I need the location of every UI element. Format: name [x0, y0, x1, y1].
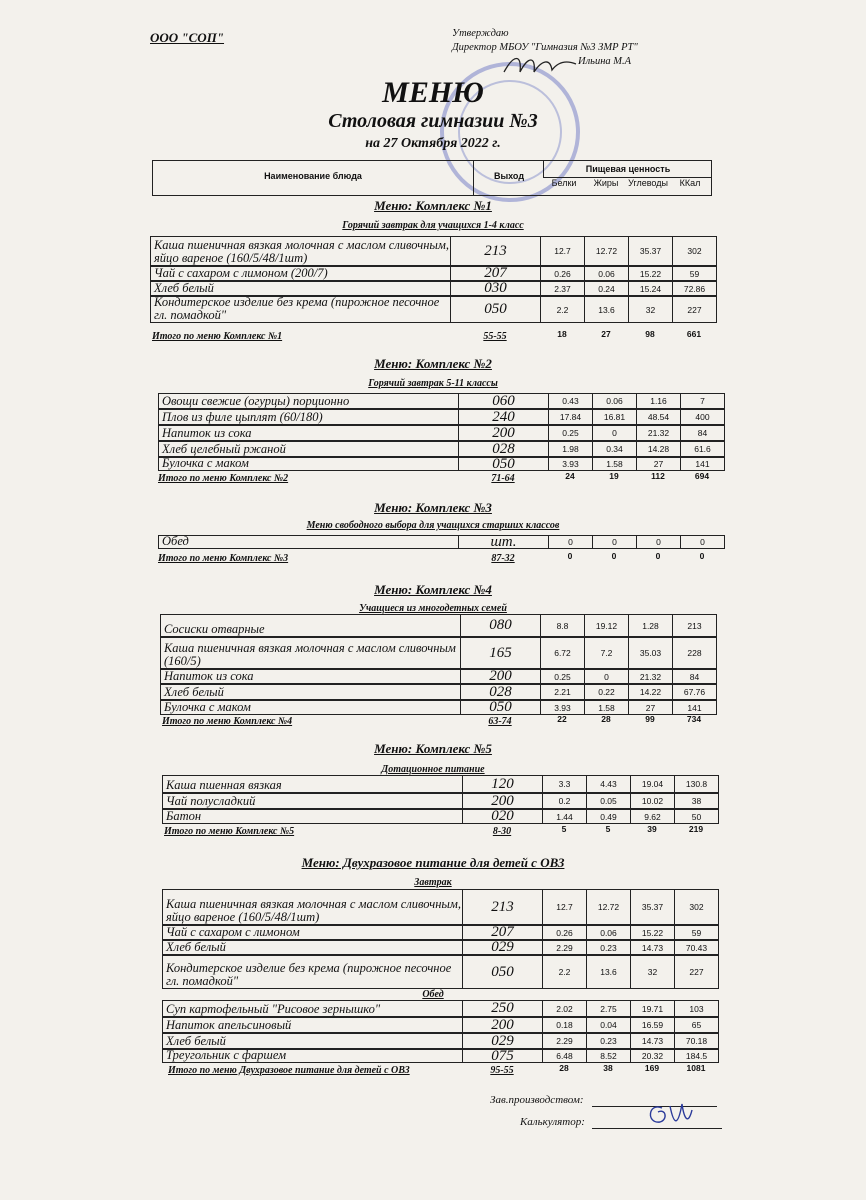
total-protein: 28 — [559, 1063, 569, 1073]
table-row — [162, 1049, 718, 1063]
table-row — [158, 535, 724, 549]
dish-name: Булочка с маком — [158, 457, 459, 471]
total-fat: 27 — [601, 329, 611, 339]
header-yield: Выход — [493, 171, 525, 181]
dish-kcal: 103 — [674, 1000, 719, 1017]
total-fat: 0 — [611, 551, 617, 561]
dish-fat: 0.06 — [586, 925, 631, 940]
table-row — [150, 266, 716, 281]
dish-name: Каша пшенная вязкая — [162, 775, 463, 793]
dish-name: Каша пшеничная вязкая молочная с маслом сливочным, яйцо вареное (160/5/48/1шт) — [162, 889, 463, 925]
table-row — [150, 281, 716, 296]
dish-fat: 0 — [584, 669, 629, 684]
dish-protein: 2.02 — [542, 1000, 587, 1017]
table-row — [158, 441, 724, 457]
dish-name: Кондитерское изделие без крема (пирожное песочное гл. помадкой" — [162, 955, 463, 989]
dish-fat: 13.6 — [584, 296, 629, 323]
table-row — [162, 940, 718, 955]
document-title: МЕНЮ — [382, 76, 484, 109]
dish-name: Суп картофельный "Рисовое зернышко" — [162, 1000, 463, 1017]
section-title: Меню: Комплекс №5 — [374, 741, 492, 756]
dish-name: Хлеб белый — [150, 281, 451, 296]
dish-name: Чай с сахаром с лимоном — [162, 925, 463, 940]
section-title: Меню: Двухразовое питание для детей с ОВЗ — [301, 855, 565, 870]
dish-fat: 8.52 — [586, 1049, 631, 1063]
dish-protein: 0.26 — [542, 925, 587, 940]
dish-protein: 2.37 — [540, 281, 585, 296]
dish-kcal: 50 — [674, 809, 719, 824]
dish-name: Хлеб белый — [160, 684, 461, 700]
dish-kcal: 70.43 — [674, 940, 719, 955]
table-row — [162, 809, 718, 824]
dish-yield: 050 — [460, 700, 541, 715]
section-subtitle: Обед — [422, 989, 444, 1000]
dish-yield: 120 — [462, 775, 543, 793]
dish-carbs: 9.62 — [630, 809, 675, 824]
dish-carbs: 19.04 — [630, 775, 675, 793]
calculator-label: Калькулятор: — [520, 1116, 585, 1128]
dish-fat: 0.34 — [592, 441, 637, 457]
dish-name: Треугольник с фаршем — [162, 1049, 463, 1063]
dish-yield: шт. — [458, 535, 549, 549]
dish-fat: 0.49 — [586, 809, 631, 824]
dish-name: Напиток апельсиновый — [162, 1017, 463, 1033]
total-yield: 55-55 — [483, 331, 507, 342]
dish-protein: 3.93 — [548, 457, 593, 471]
approve-label: Утверждаю — [452, 28, 509, 39]
dish-fat: 0.04 — [586, 1017, 631, 1033]
dish-protein: 6.72 — [540, 637, 585, 669]
dish-kcal: 61.6 — [680, 441, 725, 457]
production-label: Зав.производством: — [490, 1094, 584, 1106]
total-carbs: 98 — [645, 329, 655, 339]
dish-protein: 12.7 — [542, 889, 587, 925]
dish-kcal: 38 — [674, 793, 719, 809]
table-row — [150, 296, 716, 323]
dish-kcal: 141 — [680, 457, 725, 471]
dish-name: Плов из филе цыплят (60/180) — [158, 409, 459, 425]
header-protein: Белки — [551, 178, 577, 188]
dish-yield: 028 — [460, 684, 541, 700]
dish-kcal: 141 — [672, 700, 717, 715]
dish-protein: 3.3 — [542, 775, 587, 793]
dish-protein: 1.44 — [542, 809, 587, 824]
dish-yield: 050 — [458, 457, 549, 471]
total-kcal: 1081 — [686, 1063, 706, 1073]
dish-yield: 165 — [460, 637, 541, 669]
dish-carbs: 15.22 — [630, 925, 675, 940]
dish-name: Напиток из сока — [158, 425, 459, 441]
table-row — [158, 425, 724, 441]
section-subtitle: Завтрак — [414, 877, 452, 888]
dish-protein: 2.29 — [542, 1033, 587, 1049]
dish-fat: 0.06 — [584, 266, 629, 281]
dish-carbs: 35.37 — [628, 236, 673, 266]
dish-name: Чай с сахаром с лимоном (200/7) — [150, 266, 451, 281]
total-label: Итого по меню Двухразовое питание для детей с ОВЗ — [168, 1065, 410, 1076]
dish-protein: 17.84 — [548, 409, 593, 425]
table-row — [160, 669, 716, 684]
section-title: Меню: Комплекс №2 — [374, 356, 492, 371]
total-yield: 95-55 — [490, 1065, 514, 1076]
dish-protein: 0.18 — [542, 1017, 587, 1033]
dish-kcal: 0 — [680, 535, 725, 549]
dish-fat: 4.43 — [586, 775, 631, 793]
dish-kcal: 130.8 — [674, 775, 719, 793]
dish-name: Овощи свежие (огурцы) порционно — [158, 393, 459, 409]
dish-fat: 0.06 — [592, 393, 637, 409]
section-subtitle: Учащиеся из многодетных семей — [359, 603, 507, 614]
dish-carbs: 27 — [636, 457, 681, 471]
dish-name: Каша пшеничная вязкая молочная с маслом сливочным, яйцо вареное (160/5/48/1шт) — [150, 236, 451, 266]
dish-kcal: 84 — [672, 669, 717, 684]
dish-carbs: 14.73 — [630, 940, 675, 955]
section-subtitle: Дотационное питание — [381, 764, 485, 775]
dish-protein: 0 — [548, 535, 593, 549]
table-row — [160, 637, 716, 669]
total-label: Итого по меню Комплекс №4 — [162, 716, 293, 727]
dish-name: Хлеб белый — [162, 940, 463, 955]
dish-protein: 1.98 — [548, 441, 593, 457]
dish-yield: 075 — [462, 1049, 543, 1063]
dish-fat: 1.58 — [584, 700, 629, 715]
dish-fat: 12.72 — [586, 889, 631, 925]
dish-carbs: 0 — [636, 535, 681, 549]
dish-yield: 020 — [462, 809, 543, 824]
header-fat: Жиры — [593, 178, 619, 188]
dish-carbs: 27 — [628, 700, 673, 715]
dish-kcal: 72.86 — [672, 281, 717, 296]
dish-kcal: 70.18 — [674, 1033, 719, 1049]
dish-protein: 3.93 — [540, 700, 585, 715]
dish-carbs: 16.59 — [630, 1017, 675, 1033]
dish-carbs: 1.28 — [628, 614, 673, 637]
dish-carbs: 10.02 — [630, 793, 675, 809]
dish-protein: 0.25 — [548, 425, 593, 441]
dish-fat: 0.23 — [586, 940, 631, 955]
dish-yield: 207 — [450, 266, 541, 281]
dish-kcal: 302 — [672, 236, 717, 266]
section-title: Меню: Комплекс №4 — [374, 582, 492, 597]
dish-carbs: 14.22 — [628, 684, 673, 700]
total-carbs: 99 — [645, 714, 655, 724]
table-row — [158, 457, 724, 471]
total-kcal: 734 — [686, 714, 702, 724]
dish-protein: 0.25 — [540, 669, 585, 684]
dish-carbs: 32 — [628, 296, 673, 323]
total-protein: 0 — [567, 551, 573, 561]
dish-kcal: 59 — [672, 266, 717, 281]
dish-yield: 250 — [462, 1000, 543, 1017]
dish-protein: 12.7 — [540, 236, 585, 266]
total-kcal: 219 — [688, 824, 704, 834]
dish-name: Сосиски отварные — [160, 614, 461, 637]
table-row — [162, 793, 718, 809]
total-fat: 5 — [605, 824, 611, 834]
table-row — [160, 684, 716, 700]
dish-yield: 213 — [450, 236, 541, 266]
header-name: Наименование блюда — [264, 171, 362, 181]
dish-kcal: 59 — [674, 925, 719, 940]
total-yield: 71-64 — [491, 473, 515, 484]
dish-fat: 2.75 — [586, 1000, 631, 1017]
total-label: Итого по меню Комплекс №3 — [158, 553, 289, 564]
dish-name: Хлеб целебный ржаной — [158, 441, 459, 457]
total-label: Итого по меню Комплекс №2 — [158, 473, 289, 484]
dish-yield: 213 — [462, 889, 543, 925]
total-yield: 63-74 — [488, 716, 512, 727]
dish-yield: 029 — [462, 1033, 543, 1049]
dish-yield: 080 — [460, 614, 541, 637]
dish-kcal: 84 — [680, 425, 725, 441]
dish-name: Напиток из сока — [160, 669, 461, 684]
dish-name: Булочка с маком — [160, 700, 461, 715]
dish-carbs: 15.24 — [628, 281, 673, 296]
dish-kcal: 228 — [672, 637, 717, 669]
document-date: на 27 Октября 2022 г. — [365, 136, 501, 151]
dish-yield: 200 — [460, 669, 541, 684]
dish-carbs: 35.03 — [628, 637, 673, 669]
dish-name: Каша пшеничная вязкая молочная с маслом сливочным (160/5) — [160, 637, 461, 669]
calculator-signature-icon — [640, 1098, 700, 1132]
dish-fat: 0 — [592, 535, 637, 549]
dish-yield: 200 — [462, 1017, 543, 1033]
dish-kcal: 65 — [674, 1017, 719, 1033]
dish-protein: 2.2 — [542, 955, 587, 989]
dish-kcal: 227 — [672, 296, 717, 323]
total-yield: 87-32 — [491, 553, 515, 564]
dish-fat: 1.58 — [592, 457, 637, 471]
table-row — [162, 1017, 718, 1033]
dish-fat: 0.22 — [584, 684, 629, 700]
total-carbs: 0 — [655, 551, 661, 561]
dish-name: Батон — [162, 809, 463, 824]
dish-protein: 8.8 — [540, 614, 585, 637]
dish-protein: 0.43 — [548, 393, 593, 409]
total-protein: 22 — [557, 714, 567, 724]
company-name: ООО "СОП" — [150, 30, 225, 45]
dish-protein: 0.2 — [542, 793, 587, 809]
total-fat: 19 — [609, 471, 619, 481]
dish-carbs: 20.32 — [630, 1049, 675, 1063]
total-kcal: 661 — [686, 329, 702, 339]
dish-carbs: 48.54 — [636, 409, 681, 425]
dish-kcal: 213 — [672, 614, 717, 637]
dish-carbs: 1.16 — [636, 393, 681, 409]
total-label: Итого по меню Комплекс №5 — [164, 826, 295, 837]
table-row — [158, 409, 724, 425]
table-row — [162, 1000, 718, 1017]
total-fat: 28 — [601, 714, 611, 724]
dish-kcal: 227 — [674, 955, 719, 989]
section-title: Меню: Комплекс №3 — [374, 500, 492, 515]
dish-name: Хлеб белый — [162, 1033, 463, 1049]
total-label: Итого по меню Комплекс №1 — [152, 331, 283, 342]
dish-fat: 19.12 — [584, 614, 629, 637]
dish-protein: 0.26 — [540, 266, 585, 281]
header-kcal: ККал — [679, 178, 701, 188]
dish-protein: 6.48 — [542, 1049, 587, 1063]
dish-name: Чай полусладкий — [162, 793, 463, 809]
dish-carbs: 19.71 — [630, 1000, 675, 1017]
total-fat: 38 — [603, 1063, 613, 1073]
dish-fat: 13.6 — [586, 955, 631, 989]
dish-kcal: 67.76 — [672, 684, 717, 700]
table-row — [150, 236, 716, 266]
dish-yield: 200 — [458, 425, 549, 441]
table-row — [162, 925, 718, 940]
approve-name: Ильина М.А — [578, 56, 632, 67]
dish-fat: 7.2 — [584, 637, 629, 669]
dish-carbs: 14.28 — [636, 441, 681, 457]
dish-yield: 050 — [450, 296, 541, 323]
dish-yield: 200 — [462, 793, 543, 809]
approve-director: Директор МБОУ "Гимназия №3 ЗМР РТ" — [452, 42, 638, 53]
total-carbs: 112 — [651, 471, 665, 481]
dish-kcal: 302 — [674, 889, 719, 925]
dish-name: Обед — [158, 535, 459, 549]
dish-carbs: 15.22 — [628, 266, 673, 281]
table-row — [162, 775, 718, 793]
total-protein: 24 — [565, 471, 575, 481]
section-subtitle: Горячий завтрак для учащихся 1-4 класс — [342, 220, 524, 231]
dish-fat: 16.81 — [592, 409, 637, 425]
dish-kcal: 7 — [680, 393, 725, 409]
dish-carbs: 35.37 — [630, 889, 675, 925]
dish-carbs: 21.32 — [636, 425, 681, 441]
dish-fat: 0 — [592, 425, 637, 441]
dish-kcal: 400 — [680, 409, 725, 425]
dish-kcal: 184.5 — [674, 1049, 719, 1063]
dish-yield: 240 — [458, 409, 549, 425]
dish-yield: 207 — [462, 925, 543, 940]
section-title: Меню: Комплекс №1 — [374, 198, 492, 213]
table-row — [162, 1033, 718, 1049]
total-yield: 8-30 — [492, 826, 512, 837]
dish-yield: 060 — [458, 393, 549, 409]
total-protein: 18 — [557, 329, 567, 339]
total-carbs: 169 — [644, 1063, 660, 1073]
header-nutrition: Пищевая ценность — [543, 161, 712, 178]
table-header — [152, 160, 712, 196]
total-kcal: 694 — [694, 471, 710, 481]
dish-yield: 029 — [462, 940, 543, 955]
table-row — [160, 614, 716, 637]
total-kcal: 0 — [699, 551, 705, 561]
table-row — [160, 700, 716, 715]
table-row — [162, 889, 718, 925]
dish-fat: 0.23 — [586, 1033, 631, 1049]
dish-yield: 030 — [450, 281, 541, 296]
dish-protein: 2.29 — [542, 940, 587, 955]
section-subtitle: Горячий завтрак 5-11 классы — [368, 378, 498, 389]
dish-protein: 2.21 — [540, 684, 585, 700]
dish-yield: 028 — [458, 441, 549, 457]
dish-fat: 12.72 — [584, 236, 629, 266]
header-carbs: Углеводы — [628, 178, 668, 188]
dish-fat: 0.24 — [584, 281, 629, 296]
dish-fat: 0.05 — [586, 793, 631, 809]
total-protein: 5 — [561, 824, 567, 834]
dish-carbs: 32 — [630, 955, 675, 989]
total-carbs: 39 — [647, 824, 657, 834]
table-row — [162, 955, 718, 989]
dish-carbs: 21.32 — [628, 669, 673, 684]
dish-yield: 050 — [462, 955, 543, 989]
section-subtitle: Меню свободного выбора для учащихся старших классов — [306, 520, 560, 531]
dish-protein: 2.2 — [540, 296, 585, 323]
document-subtitle: Столовая гимназии №3 — [328, 110, 538, 132]
table-row — [158, 393, 724, 409]
dish-carbs: 14.73 — [630, 1033, 675, 1049]
dish-name: Кондитерское изделие без крема (пирожное песочное гл. помадкой" — [150, 296, 451, 323]
